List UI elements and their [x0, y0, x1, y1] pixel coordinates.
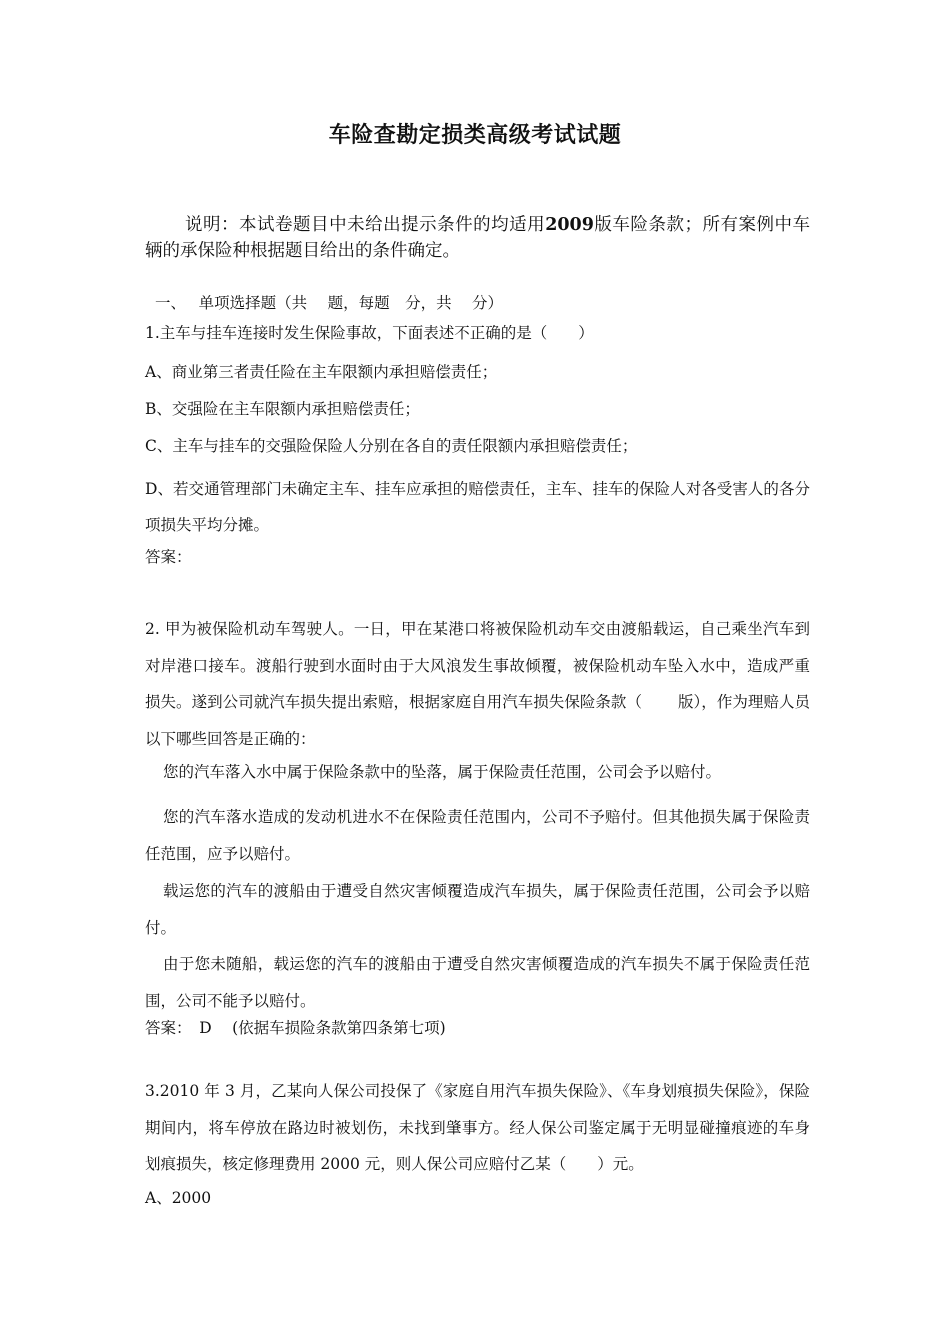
question-2-option-1: 您的汽车落入水中属于保险条款中的坠落，属于保险责任范围，公司会予以赔付。	[163, 763, 722, 781]
instructions-text-start: 说明：本试卷题目中未给出提示条件的均适用	[185, 215, 546, 235]
question-1-option-d: D、若交通管理部门未确定主车、挂车应承担的赔偿责任，主车、挂车的保险人对各受害人的各分项损失平均分摊。	[145, 480, 810, 534]
question-1-stem: 1.主车与挂车连接时发生保险事故，下面表述不正确的是（ ）	[145, 324, 594, 342]
section-heading: 一、 单项选择题（共 题，每题 分，共 分）	[155, 294, 504, 312]
question-1-answer: 答案：	[145, 548, 192, 566]
question-2-option-3: 载运您的汽车的渡船由于遭受自然灾害倾覆造成汽车损失，属于保险责任范围，公司会予以赔付。	[145, 882, 810, 937]
question-1-option-b: B、交强险在主车限额内承担赔偿责任；	[145, 400, 420, 418]
question-2-answer: 答案： D (依据车损险条款第四条第七项)	[145, 1019, 446, 1037]
question-3-option-a: A、2000	[145, 1189, 212, 1207]
question-2-option-2: 您的汽车落水造成的发动机进水不在保险责任范围内，公司不予赔付。但其他损失属于保险责任范围，应予以赔付。	[145, 808, 810, 863]
question-1-option-a: A、商业第三者责任险在主车限额内承担赔偿责任；	[145, 363, 498, 381]
page-title: 车险查勘定损类高级考试试题	[328, 123, 622, 148]
instructions-year: 2009	[545, 215, 594, 235]
instructions-text-end: 版车险条款；所有案例中车辆的承保险种根据题目给出的条件确定。	[145, 215, 811, 261]
question-3-stem: 3.2010 年 3 月，乙某向人保公司投保了《家庭自用汽车损失保险》、《车身划痕损失保险》，保险期间内，将车停放在路边时被划伤，未找到肇事方。经人保公司鉴定属于无明显碰撞痕迹的车身划痕损失，核定修理费用 2000 元，则人保公司应赔付乙某（ ）元。	[145, 1082, 810, 1173]
exam-instructions	[145, 212, 810, 264]
question-2-option-4: 由于您未随船，载运您的汽车的渡船由于遭受自然灾害倾覆造成的汽车损失不属于保险责任范围，公司不能予以赔付。	[145, 955, 810, 1010]
question-2-stem: 2. 甲为被保险机动车驾驶人。一日，甲在某港口将被保险机动车交由渡船载运，自己乘坐汽车到对岸港口接车。渡船行驶到水面时由于大风浪发生事故倾覆，被保险机动车坠入水中，造成严重损失。遂到公司就汽车损失提出索赔，根据家庭自用汽车损失保险条款（ 版），作为理赔人员以下哪些回答是正确的：	[145, 620, 810, 748]
question-1-option-c: C、主车与挂车的交强险保险人分别在各自的责任限额内承担赔偿责任；	[145, 437, 638, 455]
